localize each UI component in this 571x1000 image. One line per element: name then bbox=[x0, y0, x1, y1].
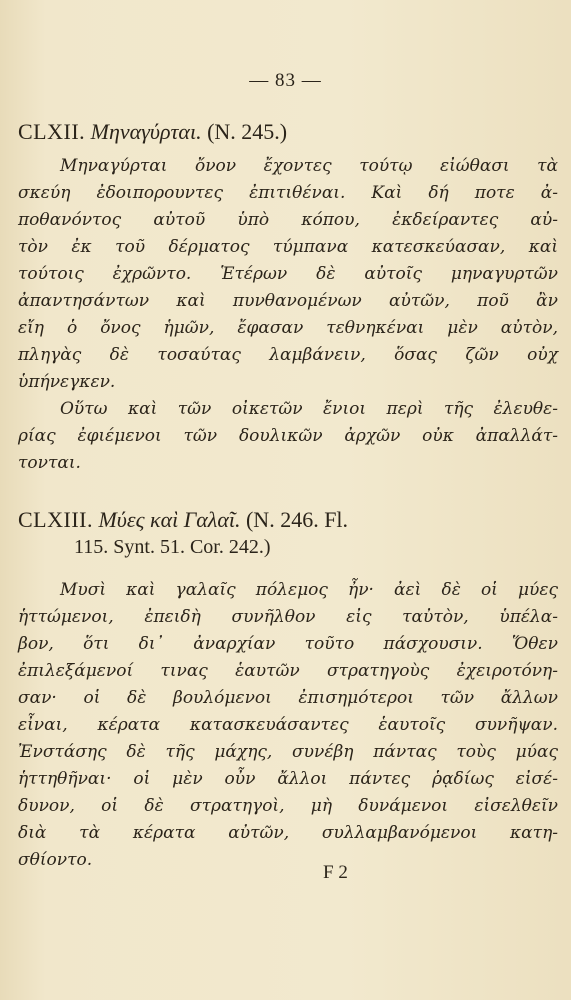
fable-163-reference: (N. 246. Fl. bbox=[245, 507, 349, 532]
moral-line: τονται. bbox=[18, 453, 81, 473]
fable-163-number: CLXIII. bbox=[18, 507, 93, 532]
text-line: ἡττώμενοι, ἐπειδὴ συνῆλθον εἰς ταὐτὸν, ὑπέλα- bbox=[18, 607, 558, 627]
text-line: σκεύη ἐδοιπορουντες ἐπιτιθέναι. Καὶ δή ποτε ἀ- bbox=[18, 183, 558, 203]
fable-162-number: CLXII. bbox=[18, 119, 86, 144]
text-line: σαν· οἱ δὲ βουλόμενοι ἐπισημότεροι τῶν ἄλλων bbox=[18, 688, 558, 708]
fable-163-title: Μύες καὶ Γαλαῖ. bbox=[98, 507, 241, 532]
text-line: ποθανόντος αὐτοῦ ὑπὸ κόπου, ἐκδείραντες αὐ- bbox=[18, 210, 558, 230]
text-line: πληγὰς δὲ τοσαύτας λαμβάνειν, ὅσας ζῶν οὐχ bbox=[18, 345, 558, 365]
text-line: ἀπαντησάντων καὶ πυνθανομένων αὐτῶν, ποῦ ἂν bbox=[18, 291, 558, 311]
text-line: τὸν ἐκ τοῦ δέρματος τύμπανα κατεσκεύασαν, καὶ bbox=[18, 237, 558, 257]
text-line: Μυσὶ καὶ γαλαῖς πόλεμος ἦν· ἀεὶ δὲ οἱ μύες bbox=[60, 580, 558, 600]
fable-163-heading bbox=[18, 505, 558, 535]
text-line: Ἐνστάσης δὲ τῆς μάχης, συνέβη πάντας τοὺς μύας bbox=[18, 742, 558, 762]
text-line: Μηναγύρται ὄνον ἔχοντες τούτῳ εἰώθασι τὰ bbox=[60, 156, 558, 176]
moral-line: Οὕτω καὶ τῶν οἰκετῶν ἔνιοι περὶ τῆς ἐλευθε- bbox=[60, 399, 558, 419]
text-line: σθίοντο. bbox=[18, 850, 93, 870]
fable-162-title: Μηναγύρται. bbox=[90, 119, 202, 144]
moral-line: ρίας ἐφιέμενοι τῶν δουλικῶν ἀρχῶν οὐκ ἀπαλλάτ- bbox=[18, 426, 558, 446]
text-line: ἐπιλεξάμενοί τινας ἑαυτῶν στρατηγοὺς ἐχειροτόνη- bbox=[18, 661, 558, 681]
signature-mark: F 2 bbox=[323, 862, 348, 883]
text-line: δυνον, οἱ δὲ στρατηγοὶ, μὴ δυνάμενοι εἰσελθεῖν bbox=[18, 796, 558, 816]
fable-162-text bbox=[18, 153, 558, 477]
text-line: διὰ τὰ κέρατα αὐτῶν, συλλαμβανόμενοι κατη- bbox=[18, 823, 558, 843]
text-line: εἶναι, κέρατα κατασκευάσαντες ἑαυτοῖς συνῆψαν. bbox=[18, 715, 558, 735]
page-number: — 83 — bbox=[249, 70, 322, 91]
text-line: ὑπήνεγκεν. bbox=[18, 372, 116, 392]
text-line: εἴη ὁ ὄνος ἡμῶν, ἔφασαν τεθνηκέναι μὲν αὐτὸν, bbox=[18, 318, 558, 338]
fable-163-reference-continued: 115. Synt. 51. Cor. 242.) bbox=[74, 536, 271, 558]
fable-162-heading bbox=[18, 117, 558, 147]
fable-163-text bbox=[18, 577, 558, 874]
fable-162-reference: (N. 245.) bbox=[207, 119, 288, 144]
text-line: ἡττηθῆναι· οἱ μὲν οὖν ἄλλοι πάντες ῥᾳδίως εἰσέ- bbox=[18, 769, 558, 789]
text-line: βον, ὅτι δι᾽ ἀναρχίαν τοῦτο πάσχουσιν. Ὅθεν bbox=[18, 634, 558, 654]
text-line: τούτοις ἐχρῶντο. Ἑτέρων δὲ αὐτοῖς μηναγυρτῶν bbox=[18, 264, 558, 284]
